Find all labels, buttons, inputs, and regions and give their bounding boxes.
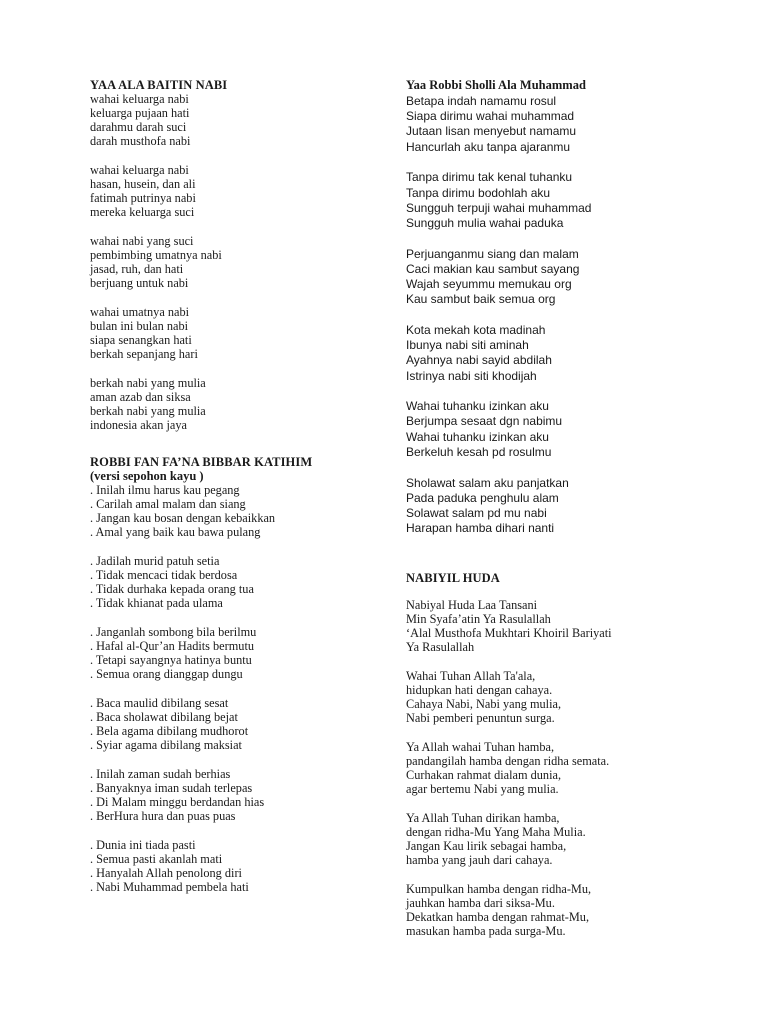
- lyric-line: . Baca maulid dibilang sesat: [90, 696, 229, 710]
- lyric-line: Jangan Kau lirik sebagai hamba,: [406, 839, 567, 853]
- lyric-line: ‘Alal Musthofa Mukhtari Khoiril Bariyati: [406, 626, 612, 640]
- stanza: [406, 323, 751, 384]
- lyric-line: indonesia akan jaya: [90, 418, 187, 432]
- lyric-line: . Nabi Muhammad pembela hati: [90, 880, 249, 894]
- lyric-line: jasad, ruh, dan hati: [90, 262, 184, 276]
- stanza: [90, 483, 380, 539]
- stanza: [406, 740, 751, 796]
- lyric-line: . Janganlah sombong bila berilmu: [90, 625, 257, 639]
- song-yaa-robbi-sholli: [406, 78, 751, 552]
- lyric-line: . Carilah amal malam dan siang: [90, 497, 246, 511]
- lyric-line: jauhkan hamba dari siksa-Mu.: [406, 896, 555, 910]
- lyric-line: Kota mekah kota madinah: [406, 322, 546, 337]
- song-title: Yaa Robbi Sholli Ala Muhammad: [406, 78, 586, 92]
- lyric-line: aman azab dan siksa: [90, 390, 191, 404]
- lyric-line: Tanpa dirimu tak kenal tuhanku: [406, 170, 573, 185]
- lyric-line: mereka keluarga suci: [90, 205, 195, 219]
- lyric-line: wahai keluarga nabi: [90, 92, 189, 106]
- lyric-line: keluarga pujaan hati: [90, 106, 190, 120]
- song-title: YAA ALA BAITIN NABI: [90, 78, 228, 92]
- lyric-line: fatimah putrinya nabi: [90, 191, 196, 205]
- lyric-line: hidupkan hati dengan cahaya.: [406, 683, 553, 697]
- lyric-line: Dekatkan hamba dengan rahmat-Mu,: [406, 910, 590, 924]
- lyric-line: Harapan hamba dihari nanti: [406, 521, 555, 536]
- lyric-line: Min Syafa’atin Ya Rasulallah: [406, 612, 551, 626]
- lyric-line: hasan, husein, dan ali: [90, 177, 196, 191]
- lyric-line: . Tidak mencaci tidak berdosa: [90, 568, 238, 582]
- lyric-line: siapa senangkan hati: [90, 333, 192, 347]
- lyric-line: Siapa dirimu wahai muhammad: [406, 109, 575, 124]
- stanza: [406, 811, 751, 867]
- lyric-line: Sungguh mulia wahai paduka: [406, 215, 564, 230]
- lyric-line: . Tidak khianat pada ulama: [90, 596, 223, 610]
- song-robbi-fan-fana: [90, 455, 380, 909]
- lyric-line: berjuang untuk nabi: [90, 276, 189, 290]
- lyric-line: dengan ridha-Mu Yang Maha Mulia.: [406, 825, 586, 839]
- stanza: [90, 838, 380, 894]
- lyric-line: Istrinya nabi siti khodijah: [406, 368, 537, 383]
- lyric-line: Wajah seyummu memukau org: [406, 277, 572, 292]
- song-nabiyil-huda: [406, 571, 751, 953]
- lyric-line: pandangilah hamba dengan ridha semata.: [406, 754, 610, 768]
- lyric-line: Ya Allah wahai Tuhan hamba,: [406, 740, 555, 754]
- lyric-line: Wahai tuhanku izinkan aku: [406, 399, 549, 414]
- lyric-line: Solawat salam pd mu nabi: [406, 505, 547, 520]
- lyric-line: Hancurlah aku tanpa ajaranmu: [406, 139, 571, 154]
- lyric-line: . BerHura hura dan puas puas: [90, 809, 236, 823]
- lyric-line: Ibunya nabi siti aminah: [406, 338, 529, 353]
- lyric-line: Perjuanganmu siang dan malam: [406, 246, 579, 261]
- lyric-line: agar bertemu Nabi yang mulia.: [406, 782, 559, 796]
- lyric-line: Berjumpa sesaat dgn nabimu: [406, 414, 563, 429]
- lyric-line: . Di Malam minggu berdandan hias: [90, 795, 265, 809]
- lyric-line: pembimbing umatnya nabi: [90, 248, 222, 262]
- lyric-line: Caci makian kau sambut sayang: [406, 261, 580, 276]
- lyric-line: Jutaan lisan menyebut namamu: [406, 124, 577, 139]
- stanza: [406, 598, 751, 654]
- stanza: [406, 399, 751, 460]
- lyric-line: . Semua orang dianggap dungu: [90, 667, 243, 681]
- lyric-line: Wahai tuhanku izinkan aku: [406, 429, 549, 444]
- lyric-line: wahai umatnya nabi: [90, 305, 190, 319]
- stanza: [406, 247, 751, 308]
- lyric-line: bulan ini bulan nabi: [90, 319, 189, 333]
- song-title: NABIYIL HUDA: [406, 571, 500, 585]
- stanza: [406, 882, 751, 938]
- stanza: [90, 163, 380, 219]
- lyric-line: . Amal yang baik kau bawa pulang: [90, 525, 261, 539]
- stanza: [406, 94, 751, 155]
- stanza: [90, 696, 380, 752]
- stanza: [90, 767, 380, 823]
- lyric-line: Nabi pemberi penuntun surga.: [406, 711, 555, 725]
- lyric-line: Wahai Tuhan Allah Ta'ala,: [406, 669, 536, 683]
- stanza: [90, 92, 380, 148]
- lyric-line: wahai keluarga nabi: [90, 163, 189, 177]
- lyric-line: berkah sepanjang hari: [90, 347, 198, 361]
- lyric-line: Sungguh terpuji wahai muhammad: [406, 200, 592, 215]
- lyric-line: wahai nabi yang suci: [90, 234, 194, 248]
- lyrics: [406, 94, 751, 536]
- lyric-line: . Hanyalah Allah penolong diri: [90, 866, 242, 880]
- lyric-line: Pada paduka penghulu alam: [406, 490, 559, 505]
- lyric-line: . Tetapi sayangnya hatinya buntu: [90, 653, 252, 667]
- lyric-line: masukan hamba pada surga-Mu.: [406, 924, 566, 938]
- lyric-line: . Banyaknya iman sudah terlepas: [90, 781, 253, 795]
- lyric-line: hamba yang jauh dari cahaya.: [406, 853, 553, 867]
- lyric-line: Ya Allah Tuhan dirikan hamba,: [406, 811, 560, 825]
- lyric-line: Sholawat salam aku panjatkan: [406, 475, 569, 490]
- lyric-line: . Bela agama dibilang mudhorot: [90, 724, 249, 738]
- lyric-line: Betapa indah namamu rosul: [406, 94, 557, 108]
- lyric-line: . Jangan kau bosan dengan kebaikkan: [90, 511, 276, 525]
- lyric-line: Ayahnya nabi sayid abdilah: [406, 353, 552, 368]
- stanza: [406, 476, 751, 537]
- stanza: [406, 170, 751, 231]
- lyric-line: . Jadilah murid patuh setia: [90, 554, 220, 568]
- stanza: [406, 669, 751, 725]
- lyric-line: Kau sambut baik semua org: [406, 292, 556, 307]
- lyric-line: berkah nabi yang mulia: [90, 404, 206, 418]
- song-title: ROBBI FAN FA’NA BIBBAR KATIHIM: [90, 455, 313, 469]
- lyric-line: Kumpulkan hamba dengan ridha-Mu,: [406, 882, 592, 896]
- lyric-line: . Baca sholawat dibilang bejat: [90, 710, 238, 724]
- lyric-line: Nabiyal Huda Laa Tansani: [406, 598, 538, 612]
- lyric-line: darah musthofa nabi: [90, 134, 191, 148]
- lyric-line: berkah nabi yang mulia: [90, 376, 206, 390]
- lyric-line: Cahaya Nabi, Nabi yang mulia,: [406, 697, 562, 711]
- lyrics: [90, 483, 380, 894]
- lyric-line: . Hafal al-Qur’an Hadits bermutu: [90, 639, 255, 653]
- lyric-line: . Dunia ini tiada pasti: [90, 838, 196, 852]
- stanza: [90, 376, 380, 432]
- lyrics: [406, 598, 751, 938]
- song-yaa-ala-baitin-nabi: [90, 78, 380, 447]
- stanza: [90, 554, 380, 610]
- lyric-line: Curhakan rahmat dialam dunia,: [406, 768, 562, 782]
- lyric-line: Berkeluh kesah pd rosulmu: [406, 444, 552, 459]
- lyric-line: Tanpa dirimu bodohlah aku: [406, 185, 551, 200]
- lyric-line: darahmu darah suci: [90, 120, 187, 134]
- lyric-line: . Semua pasti akanlah mati: [90, 852, 223, 866]
- song-subtitle: (versi sepohon kayu ): [90, 469, 204, 483]
- lyric-line: . Tidak durhaka kepada orang tua: [90, 582, 254, 596]
- stanza: [90, 234, 380, 290]
- lyric-line: . Inilah ilmu harus kau pegang: [90, 483, 240, 497]
- lyric-line: . Inilah zaman sudah berhias: [90, 767, 231, 781]
- stanza: [90, 625, 380, 681]
- lyric-line: . Syiar agama dibilang maksiat: [90, 738, 242, 752]
- lyric-line: Ya Rasulallah: [406, 640, 475, 654]
- stanza: [90, 305, 380, 361]
- lyrics: [90, 92, 380, 432]
